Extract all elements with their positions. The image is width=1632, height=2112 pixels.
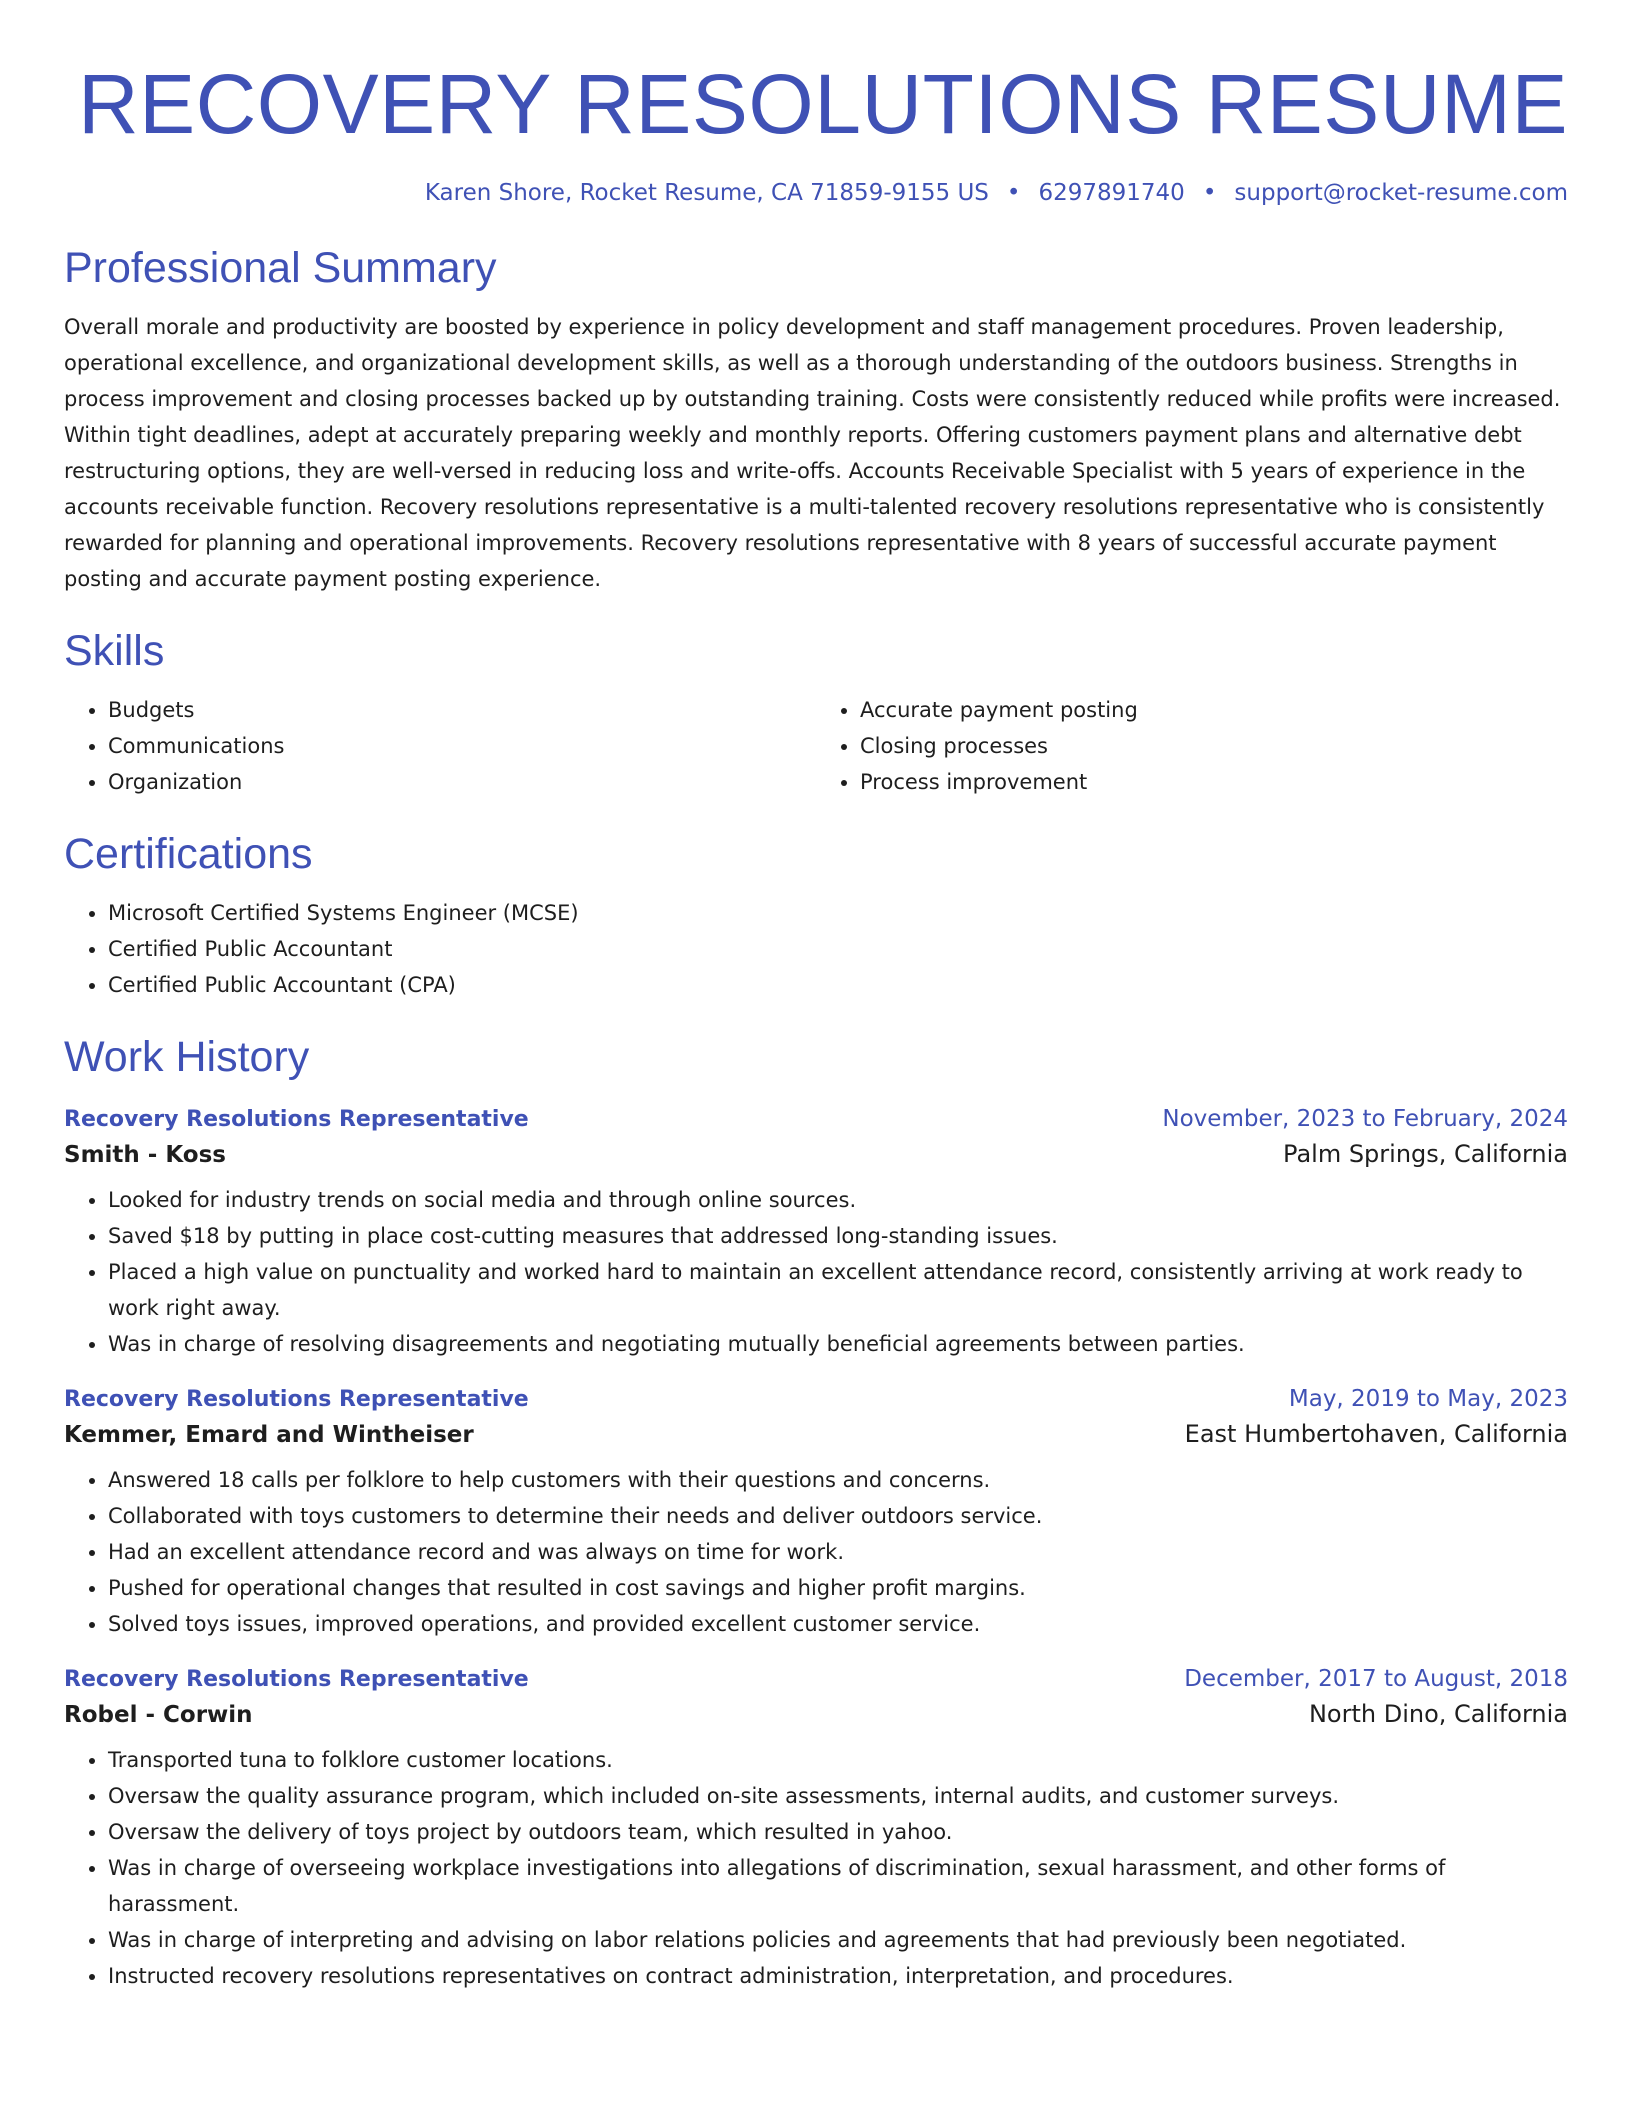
skills-heading: Skills [64,627,165,675]
job-bullet: • Answered 18 calls per folklore to help customers with their questions and concerns. [108,1462,1568,1498]
skill-item: • Accurate payment posting [860,692,1568,728]
resume-title: RECOVERY RESOLUTIONS RESUME [77,57,1568,151]
job-bullet: • Was in charge of resolving disagreements and negotiating mutually beneficial agreements between parties. [108,1326,1568,1362]
job-bullets [64,1742,1568,1994]
job-bullet: • Oversaw the quality assurance program, which included on-site assessments, internal audits, and customer surveys. [108,1778,1568,1814]
job-dates: May, 2019 to May, 2023 [1288,1386,1568,1412]
job-header-row [64,1386,1568,1412]
job-company-row [64,1132,1568,1168]
job-location: North Dino, California [1308,1700,1568,1728]
certification-item: • Microsoft Certified Systems Engineer (MCSE) [108,895,1568,931]
job-bullet: • Instructed recovery resolutions representatives on contract administration, interpretation, and procedures. [108,1958,1568,1994]
job-bullets [64,1462,1568,1642]
summary-heading: Professional Summary [64,244,497,292]
summary-text: Overall morale and productivity are boosted by experience in policy development and staff management procedures. Proven leadership, operational excellence, and organizational development skills, as well as a thorough understanding of the outdoors business. Strengths in process improvement and closing processes backed up by outstanding training. Costs were consistently reduced while profits were increased. Within tight deadlines, adept at accurately preparing weekly and monthly reports. Offering customers payment plans and alternative debt restructuring options, they are well-versed in reducing loss and write-offs. Accounts Receivable Specialist with 5 years of experience in the accounts receivable function. Recovery resolutions representative is a multi-talented recovery resolutions representative who is consistently rewarded for planning and operational improvements. Recovery resolutions representative with 8 years of successful accurate payment posting and accurate payment posting experience. [64,315,1561,591]
job-title: Recovery Resolutions Representative [64,1387,529,1412]
skills-grid [64,692,1568,800]
job-dates: December, 2017 to August, 2018 [1184,1666,1568,1692]
job-bullet: • Looked for industry trends on social media and through online sources. [108,1182,1568,1218]
skill-item: • Budgets [108,692,816,728]
job-title: Recovery Resolutions Representative [64,1107,529,1132]
job-bullet: • Was in charge of interpreting and advising on labor relations policies and agreements that had previously been negotiated. [108,1922,1568,1958]
job-bullet: • Had an excellent attendance record and was always on time for work. [108,1534,1568,1570]
work-history-heading: Work History [64,1033,310,1081]
contact-email: support@rocket-resume.com [1234,180,1568,206]
job-header-row [64,1666,1568,1692]
job-company-row [64,1412,1568,1448]
skill-item: • Organization [108,764,816,800]
job-bullet: • Was in charge of overseeing workplace investigations into allegations of discrimination, sexual harassment, and other forms of harassment. [108,1850,1568,1922]
job-company: Kemmer, Emard and Wintheiser [64,1422,474,1448]
certifications-heading: Certifications [64,830,313,878]
contact-phone: 6297891740 [1038,180,1185,206]
contact-separator: • [1202,180,1217,206]
job-company: Robel - Corwin [64,1702,253,1728]
contact-line [64,180,1568,206]
job-company-row [64,1692,1568,1728]
skill-item: • Communications [108,728,816,764]
job-bullet: • Transported tuna to folklore customer locations. [108,1742,1568,1778]
job-title: Recovery Resolutions Representative [64,1667,529,1692]
job-bullets [64,1182,1568,1362]
job-bullet: • Pushed for operational changes that resulted in cost savings and higher profit margins. [108,1570,1568,1606]
skill-item: • Process improvement [860,764,1568,800]
job-entry [64,1386,1568,1642]
job-location: Palm Springs, California [1283,1140,1568,1168]
job-bullet: • Collaborated with toys customers to determine their needs and deliver outdoors service. [108,1498,1568,1534]
skill-item: • Closing processes [860,728,1568,764]
job-bullet: • Placed a high value on punctuality and worked hard to maintain an excellent attendance record, consistently arriving at work ready to work right away. [108,1254,1568,1326]
contact-address: Karen Shore, Rocket Resume, CA 71859-9155 US [424,180,989,206]
job-entry [64,1666,1568,1994]
job-header-row [64,1106,1568,1132]
job-entry [64,1106,1568,1362]
contact-separator: • [1006,180,1021,206]
job-bullet: • Oversaw the delivery of toys project by outdoors team, which resulted in yahoo. [108,1814,1568,1850]
certifications-list [64,895,1568,1003]
job-bullet: • Saved $18 by putting in place cost-cutting measures that addressed long-standing issues. [108,1218,1568,1254]
certification-item: • Certified Public Accountant (CPA) [108,967,1568,1003]
skills-list-left [64,692,816,800]
certification-item: • Certified Public Accountant [108,931,1568,967]
job-bullet: • Solved toys issues, improved operations, and provided excellent customer service. [108,1606,1568,1642]
job-dates: November, 2023 to February, 2024 [1162,1106,1568,1132]
resume-header [64,0,1568,206]
job-company: Smith - Koss [64,1142,226,1168]
job-location: East Humbertohaven, California [1184,1420,1568,1448]
skills-list-right [816,692,1568,800]
